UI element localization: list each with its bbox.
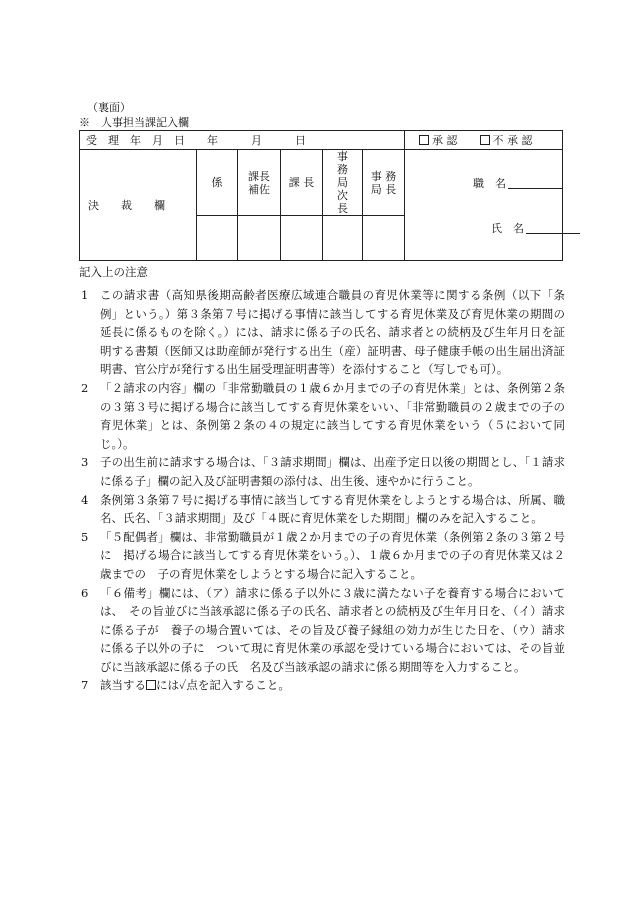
approval-column-label: 決 裁 欄 — [80, 150, 197, 261]
receipt-date-cell: 受 理 年 月 日 年 月 日 — [80, 131, 405, 150]
note-item: 6 「６備考」欄には、（ア）請求に係る子以外に３歳に満たない子を養育する場合においては、 その旨並びに当該承認に係る子の氏名、請求者との続柄及び生年月日を、（イ）請求に係る子が 養子の場合置いては、その旨及び養子縁組の効力が生じた日を、（ウ）請求に係る子以外の子に ついて現に育児休業の承認を受けている場合においては、その旨並びに当該承認に係る子の氏 名及び当該承認の請求に係る期間等を入力すること。 — [81, 585, 565, 674]
note-item: 2 「２請求の内容」欄の「非常勤職員の１歳６か月までの子の育児休業」とは、条例第２条の３第３号に掲げる場合に該当してする育児休業をいい、「非常勤職員の２歳までの子の育児休業」とは、条例第２条の４の規定に該当してする育児休業をいう（５において同じ。）。 — [81, 380, 565, 451]
approve-checkbox[interactable] — [419, 135, 429, 145]
stamp-kakari[interactable] — [197, 216, 238, 261]
stamp-kacho-hosa[interactable] — [238, 216, 281, 261]
column-kacho: 課 長 — [281, 150, 323, 216]
back-side-label: （裏面） — [87, 101, 131, 114]
approve-label: 承 認 — [432, 133, 458, 147]
name-field[interactable] — [526, 222, 580, 234]
notes-section — [79, 264, 565, 695]
column-kakari: 係 — [197, 150, 238, 216]
note-item: 7 該当する には✓点を記入すること。 — [81, 678, 290, 693]
name-line — [491, 222, 580, 235]
column-jimukyokucho: 事 務 局 長 — [363, 150, 405, 216]
stamp-jimukyoku-jicho[interactable] — [323, 216, 363, 261]
position-line — [473, 177, 562, 190]
position-label: 職 名 — [473, 177, 507, 190]
disapprove-checkbox[interactable] — [480, 135, 490, 145]
stamp-kacho[interactable] — [281, 216, 323, 261]
notes-title: 記入上の注意 — [79, 265, 148, 279]
note-item: 3 子の出生前に請求する場合は、「３請求期間」欄は、出産予定日以後の期間とし、「１請求に係る子」欄の記入及び証明書類の添付は、出生後、速やかに行うこと。 — [81, 455, 565, 488]
column-jimukyoku-jicho: 事 務 局 次 長 — [323, 150, 363, 216]
position-field[interactable] — [508, 177, 562, 189]
column-kacho-hosa: 課長補佐 — [238, 150, 281, 216]
section-title: ※ 人事担当課記入欄 — [79, 116, 189, 129]
hr-record-table — [79, 130, 563, 261]
signature-cell — [405, 150, 563, 261]
note-item: 1 この請求書（高知県後期高齢者医療広域連合職員の育児休業等に関する条例（以下「条例」という。）第３条第７号に掲げる事情に該当してする育児休業及び育児休業の期間の延長に係るものを除く。）には、請求に係る子の氏名、請求者との続柄及び生年月日を証明する書類（医師又は助産師が発行する出生（産）証明書、母子健康手帳の出生届出済証明書、官公庁が発行する出生届受理証明書等）を添付すること（写しでも可）。 — [81, 288, 565, 377]
note-item: 5 「５配偶者」欄は、非常勤職員が１歳２か月までの子の育児休業（条例第２条の３第２号に 掲げる場合に該当してする育児休業をいう。）、１歳６か月までの子の育児休業又は２歳までの 子の育児休業をしようとする場合に記入すること。 — [81, 529, 565, 581]
disapprove-label: 不 承 認 — [492, 133, 533, 147]
stamp-jimukyokucho[interactable] — [363, 216, 405, 261]
name-label: 氏 名 — [491, 222, 525, 235]
checkbox-icon — [146, 680, 156, 690]
note-item: 4 条例第３条第７号に掲げる事情に該当してする育児休業をしようとする場合は、所属、職名、氏名、「３請求期間」及び「４既に育児休業をした期間」欄のみを記入すること。 — [81, 492, 565, 526]
approval-status-cell — [405, 131, 563, 150]
